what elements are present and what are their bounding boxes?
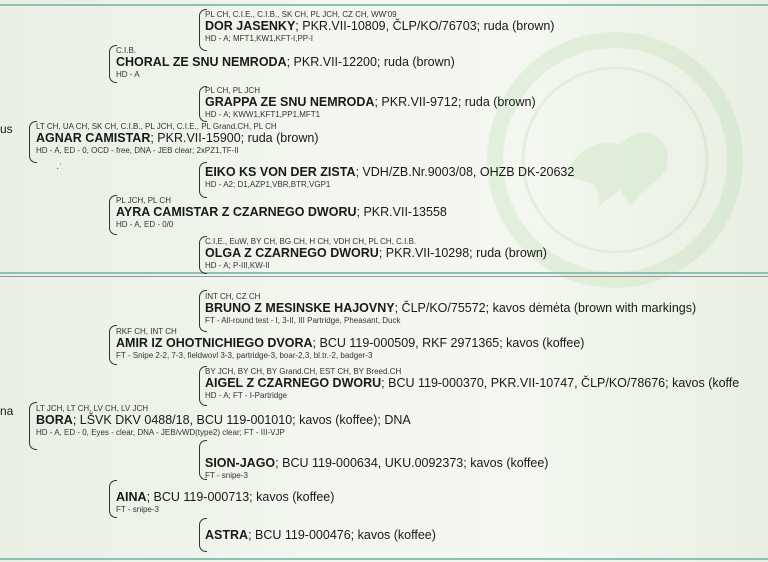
entry-main-line: [205, 165, 574, 180]
entry-titles: C.I.B.: [116, 46, 137, 55]
entry-name: ASTRA: [205, 528, 249, 542]
pedigree-entry-dor-jasenky: [205, 10, 554, 43]
entry-name: SION-JAGO: [205, 456, 276, 470]
entry-details: ; PKR.VII-9712; ruda (brown): [374, 95, 536, 109]
entry-health-tests: HD - A; FT - I-Partridge: [205, 391, 288, 400]
entry-details: ; PKR.VII-10298; ruda (brown): [378, 246, 547, 260]
entry-name: AIGEL Z CZARNEGO DWORU: [205, 376, 382, 390]
entry-name: BORA: [36, 413, 73, 427]
entry-titles: RKF CH, INT CH: [116, 327, 177, 336]
pedigree-entry-bruno: [205, 292, 696, 325]
section-divider-bottom: [0, 558, 768, 560]
entry-details: ; PKR.VII-13558: [356, 205, 447, 219]
left-edge-text-lower: na: [0, 404, 14, 418]
entry-titles: PL CH, C.I.E., C.I.B., SK CH, PL JCH, CZ CH, WW'09: [205, 10, 397, 19]
entry-details: ; VDH/ZB.Nr.9003/08, OHZB DK-20632: [355, 165, 575, 179]
entry-titles: PL CH, PL JCH: [205, 86, 260, 95]
section-divider-middle-shadow: [0, 276, 768, 277]
ink-dots: ·˙: [56, 163, 63, 174]
pedigree-entry-eiko: [205, 165, 574, 189]
entry-name: EIKO KS VON DER ZISTA: [205, 165, 356, 179]
pedigree-entry-olga: [205, 237, 547, 270]
entry-main-line: [205, 19, 554, 34]
entry-health-tests: HD - A, ED - 0, OCD - free, DNA - JEB clear; 2xPZ1,TF-II: [36, 146, 239, 155]
entry-details: ; BCU 119-000509, RKF 2971365; kavos (koffee): [312, 336, 585, 350]
entry-health-tests: HD - A, ED - 0, Eyes - clear, DNA - JEB/vWD(type2) clear; FT - III-VJP: [36, 428, 285, 437]
entry-titles: LT JCH, LT CH, LV CH, LV JCH: [36, 404, 149, 413]
pedigree-entry-ayra: [116, 196, 447, 229]
entry-main-line: [205, 246, 547, 261]
entry-field-trials: FT - Snipe 2-2, 7-3, fieldwovl 3-3, partridge-3, boar-2,3, bl.tr.-2, badger-3: [116, 351, 373, 360]
entry-health-tests: HD - A; MFT1,KW1,KFT-I,PP-I: [205, 34, 314, 43]
entry-health-tests: HD - A, ED - 0/0: [116, 220, 174, 229]
entry-main-line: [205, 301, 696, 316]
entry-name: AYRA CAMISTAR Z CZARNEGO DWORU: [116, 205, 357, 219]
pedigree-entry-grappa: [205, 86, 536, 119]
entry-name: AGNAR CAMISTAR: [36, 131, 151, 145]
entry-main-line: [116, 336, 584, 351]
entry-name: AINA: [116, 490, 147, 504]
entry-details: ; PKR.VII-10809, ČLP/KO/76703; ruda (brown): [295, 19, 555, 33]
entry-name: GRAPPA ZE SNU NEMRODA: [205, 95, 375, 109]
entry-name: CHORAL ZE SNU NEMRODA: [116, 55, 287, 69]
entry-details: ; PKR.VII-15900; ruda (brown): [150, 131, 319, 145]
entry-details: ; BCU 119-000634, UKU.0092373; kavos (koffee): [275, 456, 549, 470]
pedigree-entry-aigel: [205, 367, 739, 400]
entry-details: ; ČLP/KO/75572; kavos dėmėta (brown with markings): [394, 301, 697, 315]
entry-main-line: [205, 95, 536, 110]
pedigree-entry-choral: [116, 46, 455, 79]
entry-name: DOR JASENKY: [205, 19, 296, 33]
entry-details: ; PKR.VII-12200; ruda (brown): [286, 55, 455, 69]
pedigree-entry-agnar: [36, 122, 318, 155]
pedigree-entry-astra: [205, 528, 436, 543]
entry-main-line: [205, 456, 548, 471]
pedigree-entry-aina: [116, 490, 334, 514]
pedigree-entry-sion-jago: [205, 456, 548, 480]
entry-name: BRUNO Z MESINSKE HAJOVNY: [205, 301, 395, 315]
entry-details: ; BCU 119-000713; kavos (koffee): [146, 490, 335, 504]
entry-health-tests: HD - A2; D1,AZP1,VBR,BTR,VGP1: [205, 180, 331, 189]
entry-main-line: [205, 376, 739, 391]
entry-main-line: [36, 131, 318, 146]
entry-main-line: [205, 528, 436, 543]
entry-main-line: [116, 490, 334, 505]
pedigree-entry-amir: [116, 327, 584, 360]
entry-main-line: [116, 55, 455, 70]
entry-titles: PL JCH, PL CH: [116, 196, 171, 205]
entry-health-tests: HD - A: [116, 70, 140, 79]
entry-field-trials: FT - All-round test - I, 3-II, III Partridge, Pheasant, Duck: [205, 316, 401, 325]
entry-health-tests: HD - A; P-III,KW-II: [205, 261, 270, 270]
entry-titles: C.I.E., EuW, BY CH, BG CH, H CH, VDH CH, PL CH, C.I.B.: [205, 237, 417, 246]
entry-titles: LT CH, UA CH, SK CH, C.I.B., PL JCH, C.I.E., PL Grand.CH, PL CH: [36, 122, 277, 131]
entry-field-trials: FT - snipe-3: [205, 471, 248, 480]
entry-details: ; LŠVK DKV 0488/18, BCU 119-001010; kavos (koffee); DNA: [72, 413, 411, 427]
section-divider-top: [0, 4, 768, 6]
entry-titles: BY JCH, BY CH, BY Grand.CH, EST CH, BY Breed.CH: [205, 367, 402, 376]
entry-name: AMIR IZ OHOTNICHIEGO DVORA: [116, 336, 313, 350]
entry-field-trials: FT - snipe-3: [116, 505, 159, 514]
entry-health-tests: HD - A; KWW1,KFT1,PP1,MFT1: [205, 110, 321, 119]
entry-name: OLGA Z CZARNEGO DWORU: [205, 246, 379, 260]
section-divider-middle: [0, 272, 768, 274]
pedigree-entry-bora: [36, 404, 411, 437]
left-edge-text-upper: us: [0, 122, 13, 136]
entry-main-line: [36, 413, 411, 428]
entry-main-line: [116, 205, 447, 220]
entry-details: ; BCU 119-000370, PKR.VII-10747, ČLP/KO/78676; kavos (koffe: [381, 376, 740, 390]
entry-titles: INT CH, CZ CH: [205, 292, 261, 301]
entry-details: ; BCU 119-000476; kavos (koffee): [248, 528, 436, 542]
